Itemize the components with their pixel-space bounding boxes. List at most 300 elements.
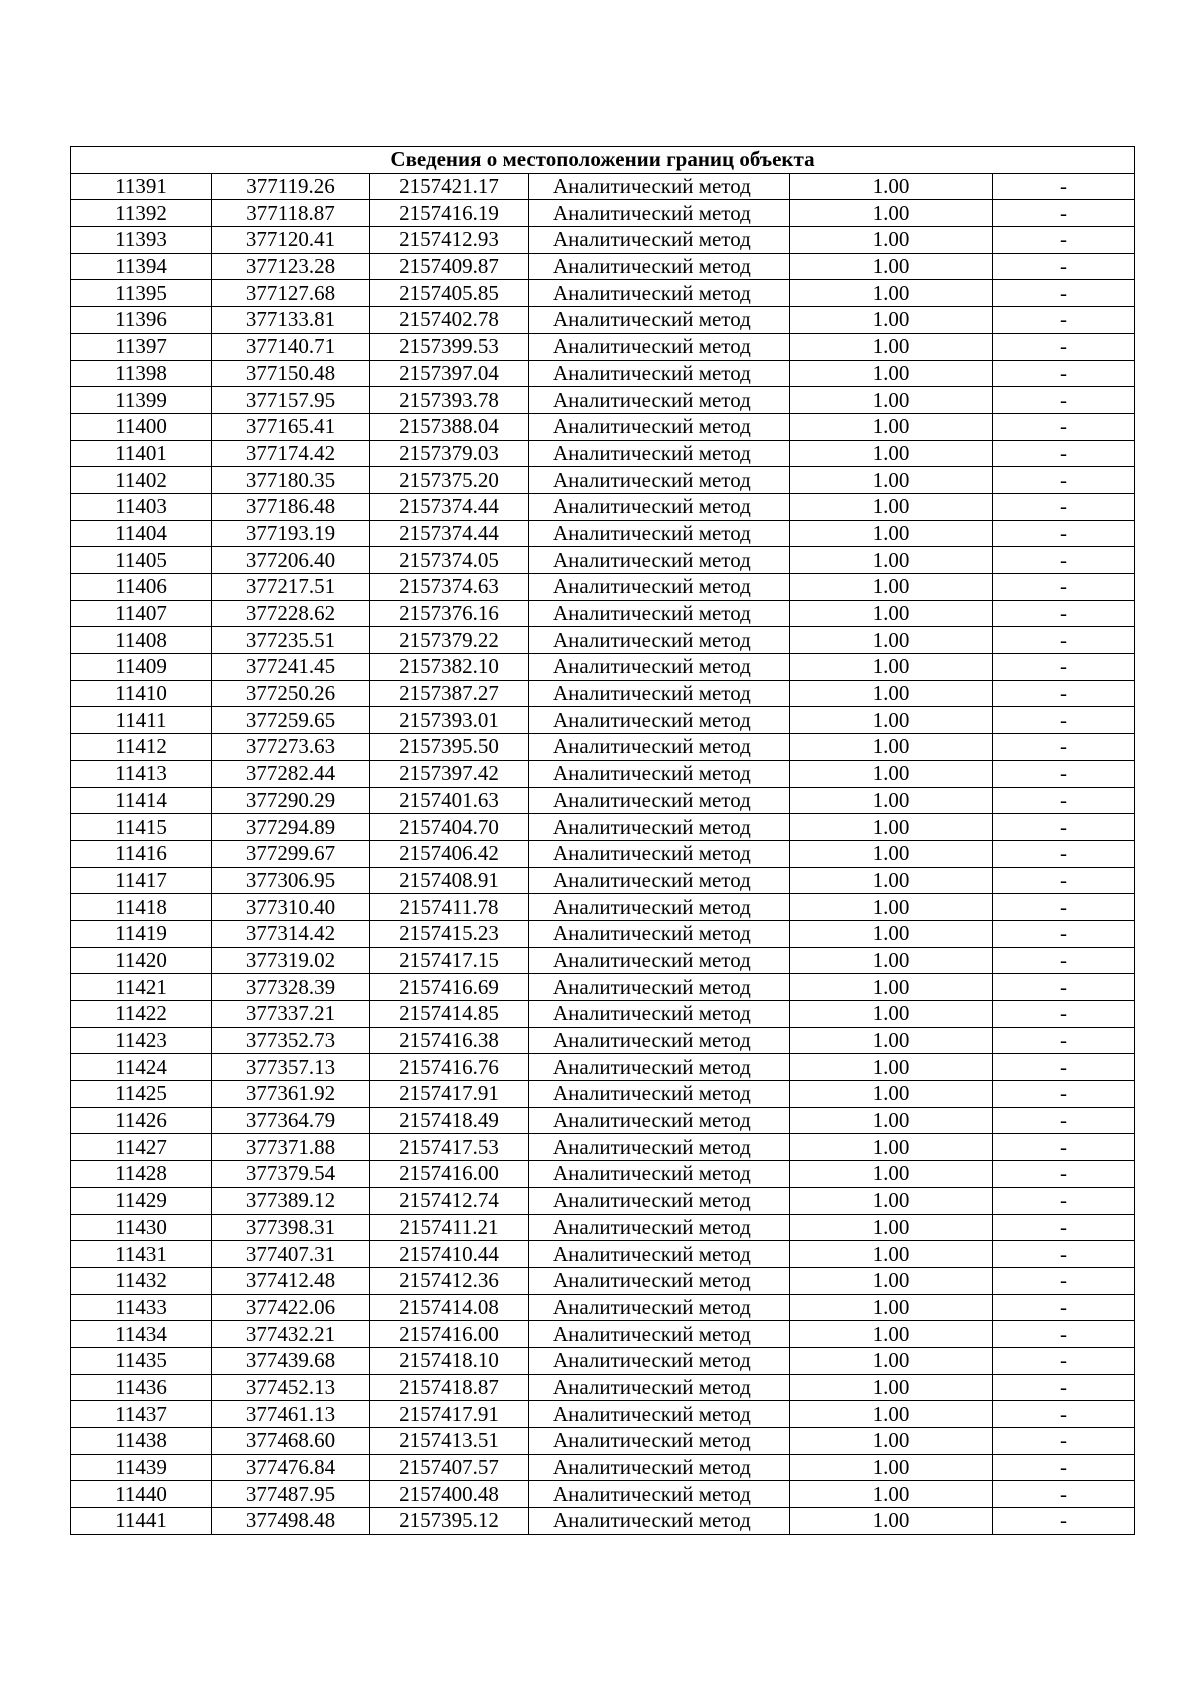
y-coordinate-cell: 2157379.22: [370, 627, 529, 654]
accuracy-cell: 1.00: [790, 867, 993, 894]
point-number-cell: 11396: [71, 307, 212, 334]
table-body: [71, 173, 1135, 1534]
point-number-cell: 11441: [71, 1508, 212, 1535]
y-coordinate-cell: 2157411.21: [370, 1214, 529, 1241]
point-number-cell: 11399: [71, 387, 212, 414]
point-number-cell: 11421: [71, 974, 212, 1001]
table-row: [71, 1401, 1135, 1428]
x-coordinate-cell: 377250.26: [212, 680, 370, 707]
y-coordinate-cell: 2157412.93: [370, 227, 529, 254]
y-coordinate-cell: 2157402.78: [370, 307, 529, 334]
accuracy-cell: 1.00: [790, 253, 993, 280]
x-coordinate-cell: 377314.42: [212, 920, 370, 947]
x-coordinate-cell: 377228.62: [212, 600, 370, 627]
table-row: [71, 760, 1135, 787]
point-number-cell: 11397: [71, 333, 212, 360]
x-coordinate-cell: 377422.06: [212, 1294, 370, 1321]
accuracy-cell: 1.00: [790, 1374, 993, 1401]
method-cell: Аналитический метод: [529, 493, 790, 520]
y-coordinate-cell: 2157410.44: [370, 1241, 529, 1268]
x-coordinate-cell: 377193.19: [212, 520, 370, 547]
method-cell: Аналитический метод: [529, 1401, 790, 1428]
point-number-cell: 11392: [71, 200, 212, 227]
accuracy-cell: 1.00: [790, 307, 993, 334]
method-cell: Аналитический метод: [529, 1267, 790, 1294]
accuracy-cell: 1.00: [790, 227, 993, 254]
description-cell: -: [993, 200, 1135, 227]
method-cell: Аналитический метод: [529, 574, 790, 601]
y-coordinate-cell: 2157406.42: [370, 840, 529, 867]
y-coordinate-cell: 2157399.53: [370, 333, 529, 360]
x-coordinate-cell: 377337.21: [212, 1001, 370, 1028]
accuracy-cell: 1.00: [790, 707, 993, 734]
method-cell: Аналитический метод: [529, 440, 790, 467]
table-row: [71, 520, 1135, 547]
method-cell: Аналитический метод: [529, 840, 790, 867]
x-coordinate-cell: 377120.41: [212, 227, 370, 254]
x-coordinate-cell: 377174.42: [212, 440, 370, 467]
y-coordinate-cell: 2157417.15: [370, 947, 529, 974]
x-coordinate-cell: 377328.39: [212, 974, 370, 1001]
y-coordinate-cell: 2157412.36: [370, 1267, 529, 1294]
y-coordinate-cell: 2157397.42: [370, 760, 529, 787]
x-coordinate-cell: 377118.87: [212, 200, 370, 227]
table-row: [71, 574, 1135, 601]
point-number-cell: 11429: [71, 1187, 212, 1214]
method-cell: Аналитический метод: [529, 1347, 790, 1374]
description-cell: -: [993, 1161, 1135, 1188]
x-coordinate-cell: 377476.84: [212, 1454, 370, 1481]
accuracy-cell: 1.00: [790, 360, 993, 387]
description-cell: -: [993, 227, 1135, 254]
description-cell: -: [993, 1294, 1135, 1321]
table-row: [71, 493, 1135, 520]
description-cell: -: [993, 840, 1135, 867]
accuracy-cell: 1.00: [790, 627, 993, 654]
description-cell: -: [993, 654, 1135, 681]
y-coordinate-cell: 2157411.78: [370, 894, 529, 921]
accuracy-cell: 1.00: [790, 547, 993, 574]
x-coordinate-cell: 377133.81: [212, 307, 370, 334]
accuracy-cell: 1.00: [790, 333, 993, 360]
description-cell: -: [993, 734, 1135, 761]
accuracy-cell: 1.00: [790, 280, 993, 307]
x-coordinate-cell: 377310.40: [212, 894, 370, 921]
y-coordinate-cell: 2157400.48: [370, 1481, 529, 1508]
accuracy-cell: 1.00: [790, 947, 993, 974]
y-coordinate-cell: 2157416.69: [370, 974, 529, 1001]
y-coordinate-cell: 2157375.20: [370, 467, 529, 494]
point-number-cell: 11395: [71, 280, 212, 307]
table-row: [71, 920, 1135, 947]
y-coordinate-cell: 2157379.03: [370, 440, 529, 467]
x-coordinate-cell: 377273.63: [212, 734, 370, 761]
method-cell: Аналитический метод: [529, 253, 790, 280]
point-number-cell: 11394: [71, 253, 212, 280]
table-row: [71, 1241, 1135, 1268]
x-coordinate-cell: 377150.48: [212, 360, 370, 387]
point-number-cell: 11407: [71, 600, 212, 627]
method-cell: Аналитический метод: [529, 734, 790, 761]
table-row: [71, 1081, 1135, 1108]
x-coordinate-cell: 377364.79: [212, 1107, 370, 1134]
description-cell: -: [993, 974, 1135, 1001]
description-cell: -: [993, 520, 1135, 547]
method-cell: Аналитический метод: [529, 520, 790, 547]
method-cell: Аналитический метод: [529, 1428, 790, 1455]
accuracy-cell: 1.00: [790, 1001, 993, 1028]
accuracy-cell: 1.00: [790, 1161, 993, 1188]
table-row: [71, 413, 1135, 440]
description-cell: -: [993, 547, 1135, 574]
point-number-cell: 11402: [71, 467, 212, 494]
y-coordinate-cell: 2157407.57: [370, 1454, 529, 1481]
y-coordinate-cell: 2157414.85: [370, 1001, 529, 1028]
table-row: [71, 840, 1135, 867]
point-number-cell: 11427: [71, 1134, 212, 1161]
method-cell: Аналитический метод: [529, 1508, 790, 1535]
y-coordinate-cell: 2157416.00: [370, 1321, 529, 1348]
accuracy-cell: 1.00: [790, 1187, 993, 1214]
method-cell: Аналитический метод: [529, 1214, 790, 1241]
y-coordinate-cell: 2157397.04: [370, 360, 529, 387]
point-number-cell: 11426: [71, 1107, 212, 1134]
method-cell: Аналитический метод: [529, 947, 790, 974]
y-coordinate-cell: 2157374.44: [370, 493, 529, 520]
method-cell: Аналитический метод: [529, 1294, 790, 1321]
y-coordinate-cell: 2157401.63: [370, 787, 529, 814]
y-coordinate-cell: 2157388.04: [370, 413, 529, 440]
description-cell: -: [993, 1054, 1135, 1081]
table-row: [71, 1134, 1135, 1161]
method-cell: Аналитический метод: [529, 1134, 790, 1161]
method-cell: Аналитический метод: [529, 600, 790, 627]
y-coordinate-cell: 2157382.10: [370, 654, 529, 681]
table-row: [71, 1054, 1135, 1081]
table-row: [71, 227, 1135, 254]
point-number-cell: 11401: [71, 440, 212, 467]
description-cell: -: [993, 280, 1135, 307]
x-coordinate-cell: 377206.40: [212, 547, 370, 574]
x-coordinate-cell: 377290.29: [212, 787, 370, 814]
table-title: Сведения о местоположении границ объекта: [71, 147, 1135, 174]
table-row: [71, 600, 1135, 627]
table-row: [71, 360, 1135, 387]
accuracy-cell: 1.00: [790, 1454, 993, 1481]
x-coordinate-cell: 377361.92: [212, 1081, 370, 1108]
x-coordinate-cell: 377452.13: [212, 1374, 370, 1401]
point-number-cell: 11413: [71, 760, 212, 787]
method-cell: Аналитический метод: [529, 467, 790, 494]
description-cell: -: [993, 600, 1135, 627]
method-cell: Аналитический метод: [529, 200, 790, 227]
description-cell: -: [993, 493, 1135, 520]
table-row: [71, 333, 1135, 360]
description-cell: -: [993, 760, 1135, 787]
description-cell: -: [993, 1347, 1135, 1374]
description-cell: -: [993, 707, 1135, 734]
accuracy-cell: 1.00: [790, 520, 993, 547]
y-coordinate-cell: 2157418.87: [370, 1374, 529, 1401]
table-row: [71, 974, 1135, 1001]
method-cell: Аналитический метод: [529, 1001, 790, 1028]
point-number-cell: 11432: [71, 1267, 212, 1294]
point-number-cell: 11422: [71, 1001, 212, 1028]
point-number-cell: 11418: [71, 894, 212, 921]
x-coordinate-cell: 377217.51: [212, 574, 370, 601]
x-coordinate-cell: 377157.95: [212, 387, 370, 414]
method-cell: Аналитический метод: [529, 867, 790, 894]
x-coordinate-cell: 377127.68: [212, 280, 370, 307]
x-coordinate-cell: 377371.88: [212, 1134, 370, 1161]
x-coordinate-cell: 377165.41: [212, 413, 370, 440]
table-row: [71, 173, 1135, 200]
point-number-cell: 11433: [71, 1294, 212, 1321]
accuracy-cell: 1.00: [790, 387, 993, 414]
description-cell: -: [993, 1454, 1135, 1481]
x-coordinate-cell: 377235.51: [212, 627, 370, 654]
accuracy-cell: 1.00: [790, 734, 993, 761]
table-row: [71, 547, 1135, 574]
accuracy-cell: 1.00: [790, 1134, 993, 1161]
point-number-cell: 11428: [71, 1161, 212, 1188]
x-coordinate-cell: 377379.54: [212, 1161, 370, 1188]
x-coordinate-cell: 377487.95: [212, 1481, 370, 1508]
method-cell: Аналитический метод: [529, 814, 790, 841]
y-coordinate-cell: 2157418.10: [370, 1347, 529, 1374]
x-coordinate-cell: 377259.65: [212, 707, 370, 734]
y-coordinate-cell: 2157408.91: [370, 867, 529, 894]
accuracy-cell: 1.00: [790, 1481, 993, 1508]
description-cell: -: [993, 680, 1135, 707]
description-cell: -: [993, 1187, 1135, 1214]
accuracy-cell: 1.00: [790, 1214, 993, 1241]
table-row: [71, 680, 1135, 707]
y-coordinate-cell: 2157412.74: [370, 1187, 529, 1214]
point-number-cell: 11425: [71, 1081, 212, 1108]
accuracy-cell: 1.00: [790, 787, 993, 814]
method-cell: Аналитический метод: [529, 1081, 790, 1108]
point-number-cell: 11430: [71, 1214, 212, 1241]
description-cell: -: [993, 333, 1135, 360]
method-cell: Аналитический метод: [529, 1161, 790, 1188]
y-coordinate-cell: 2157414.08: [370, 1294, 529, 1321]
x-coordinate-cell: 377357.13: [212, 1054, 370, 1081]
accuracy-cell: 1.00: [790, 1294, 993, 1321]
table-row: [71, 1374, 1135, 1401]
method-cell: Аналитический метод: [529, 307, 790, 334]
accuracy-cell: 1.00: [790, 1347, 993, 1374]
table-row: [71, 253, 1135, 280]
x-coordinate-cell: 377123.28: [212, 253, 370, 280]
point-number-cell: 11405: [71, 547, 212, 574]
description-cell: -: [993, 787, 1135, 814]
table-row: [71, 1001, 1135, 1028]
accuracy-cell: 1.00: [790, 200, 993, 227]
accuracy-cell: 1.00: [790, 1508, 993, 1535]
accuracy-cell: 1.00: [790, 840, 993, 867]
description-cell: -: [993, 1481, 1135, 1508]
accuracy-cell: 1.00: [790, 1107, 993, 1134]
y-coordinate-cell: 2157376.16: [370, 600, 529, 627]
y-coordinate-cell: 2157416.76: [370, 1054, 529, 1081]
table-row: [71, 1347, 1135, 1374]
accuracy-cell: 1.00: [790, 1081, 993, 1108]
point-number-cell: 11440: [71, 1481, 212, 1508]
table-row: [71, 440, 1135, 467]
y-coordinate-cell: 2157387.27: [370, 680, 529, 707]
point-number-cell: 11412: [71, 734, 212, 761]
method-cell: Аналитический метод: [529, 360, 790, 387]
point-number-cell: 11417: [71, 867, 212, 894]
point-number-cell: 11423: [71, 1027, 212, 1054]
table-row: [71, 734, 1135, 761]
x-coordinate-cell: 377461.13: [212, 1401, 370, 1428]
point-number-cell: 11431: [71, 1241, 212, 1268]
x-coordinate-cell: 377282.44: [212, 760, 370, 787]
description-cell: -: [993, 387, 1135, 414]
description-cell: -: [993, 307, 1135, 334]
y-coordinate-cell: 2157417.91: [370, 1081, 529, 1108]
accuracy-cell: 1.00: [790, 920, 993, 947]
table-row: [71, 1428, 1135, 1455]
y-coordinate-cell: 2157404.70: [370, 814, 529, 841]
point-number-cell: 11424: [71, 1054, 212, 1081]
accuracy-cell: 1.00: [790, 574, 993, 601]
y-coordinate-cell: 2157416.38: [370, 1027, 529, 1054]
accuracy-cell: 1.00: [790, 974, 993, 1001]
point-number-cell: 11409: [71, 654, 212, 681]
description-cell: -: [993, 1267, 1135, 1294]
x-coordinate-cell: 377398.31: [212, 1214, 370, 1241]
point-number-cell: 11435: [71, 1347, 212, 1374]
table-title-row: [71, 147, 1135, 174]
accuracy-cell: 1.00: [790, 1027, 993, 1054]
accuracy-cell: 1.00: [790, 1401, 993, 1428]
method-cell: Аналитический метод: [529, 547, 790, 574]
x-coordinate-cell: 377306.95: [212, 867, 370, 894]
description-cell: -: [993, 1001, 1135, 1028]
description-cell: -: [993, 253, 1135, 280]
point-number-cell: 11411: [71, 707, 212, 734]
table-row: [71, 814, 1135, 841]
description-cell: -: [993, 1081, 1135, 1108]
description-cell: -: [993, 440, 1135, 467]
y-coordinate-cell: 2157374.05: [370, 547, 529, 574]
accuracy-cell: 1.00: [790, 760, 993, 787]
description-cell: -: [993, 413, 1135, 440]
x-coordinate-cell: 377294.89: [212, 814, 370, 841]
point-number-cell: 11437: [71, 1401, 212, 1428]
point-number-cell: 11415: [71, 814, 212, 841]
accuracy-cell: 1.00: [790, 1054, 993, 1081]
point-number-cell: 11419: [71, 920, 212, 947]
y-coordinate-cell: 2157416.00: [370, 1161, 529, 1188]
point-number-cell: 11436: [71, 1374, 212, 1401]
y-coordinate-cell: 2157393.78: [370, 387, 529, 414]
point-number-cell: 11414: [71, 787, 212, 814]
x-coordinate-cell: 377498.48: [212, 1508, 370, 1535]
table-row: [71, 1481, 1135, 1508]
description-cell: -: [993, 1428, 1135, 1455]
point-number-cell: 11439: [71, 1454, 212, 1481]
method-cell: Аналитический метод: [529, 1107, 790, 1134]
x-coordinate-cell: 377352.73: [212, 1027, 370, 1054]
y-coordinate-cell: 2157418.49: [370, 1107, 529, 1134]
description-cell: -: [993, 1241, 1135, 1268]
method-cell: Аналитический метод: [529, 1454, 790, 1481]
point-number-cell: 11406: [71, 574, 212, 601]
x-coordinate-cell: 377299.67: [212, 840, 370, 867]
table-row: [71, 200, 1135, 227]
table-row: [71, 867, 1135, 894]
method-cell: Аналитический метод: [529, 707, 790, 734]
description-cell: -: [993, 574, 1135, 601]
table-row: [71, 1508, 1135, 1535]
method-cell: Аналитический метод: [529, 760, 790, 787]
method-cell: Аналитический метод: [529, 654, 790, 681]
accuracy-cell: 1.00: [790, 1241, 993, 1268]
table-row: [71, 894, 1135, 921]
table-row: [71, 1321, 1135, 1348]
description-cell: -: [993, 867, 1135, 894]
x-coordinate-cell: 377319.02: [212, 947, 370, 974]
point-number-cell: 11398: [71, 360, 212, 387]
accuracy-cell: 1.00: [790, 680, 993, 707]
table-row: [71, 1187, 1135, 1214]
method-cell: Аналитический метод: [529, 1481, 790, 1508]
accuracy-cell: 1.00: [790, 600, 993, 627]
table-row: [71, 467, 1135, 494]
accuracy-cell: 1.00: [790, 493, 993, 520]
description-cell: -: [993, 360, 1135, 387]
accuracy-cell: 1.00: [790, 173, 993, 200]
table-row: [71, 1107, 1135, 1134]
accuracy-cell: 1.00: [790, 1267, 993, 1294]
description-cell: -: [993, 1374, 1135, 1401]
point-number-cell: 11404: [71, 520, 212, 547]
description-cell: -: [993, 1134, 1135, 1161]
point-number-cell: 11420: [71, 947, 212, 974]
accuracy-cell: 1.00: [790, 467, 993, 494]
description-cell: -: [993, 467, 1135, 494]
method-cell: Аналитический метод: [529, 1054, 790, 1081]
table-row: [71, 787, 1135, 814]
point-number-cell: 11438: [71, 1428, 212, 1455]
y-coordinate-cell: 2157417.53: [370, 1134, 529, 1161]
accuracy-cell: 1.00: [790, 440, 993, 467]
y-coordinate-cell: 2157395.50: [370, 734, 529, 761]
table-row: [71, 1027, 1135, 1054]
x-coordinate-cell: 377119.26: [212, 173, 370, 200]
y-coordinate-cell: 2157395.12: [370, 1508, 529, 1535]
table-row: [71, 1294, 1135, 1321]
accuracy-cell: 1.00: [790, 654, 993, 681]
table-row: [71, 654, 1135, 681]
y-coordinate-cell: 2157413.51: [370, 1428, 529, 1455]
accuracy-cell: 1.00: [790, 1321, 993, 1348]
y-coordinate-cell: 2157409.87: [370, 253, 529, 280]
description-cell: -: [993, 947, 1135, 974]
y-coordinate-cell: 2157374.44: [370, 520, 529, 547]
point-number-cell: 11434: [71, 1321, 212, 1348]
method-cell: Аналитический метод: [529, 1321, 790, 1348]
y-coordinate-cell: 2157405.85: [370, 280, 529, 307]
accuracy-cell: 1.00: [790, 814, 993, 841]
description-cell: -: [993, 1107, 1135, 1134]
y-coordinate-cell: 2157421.17: [370, 173, 529, 200]
description-cell: -: [993, 627, 1135, 654]
